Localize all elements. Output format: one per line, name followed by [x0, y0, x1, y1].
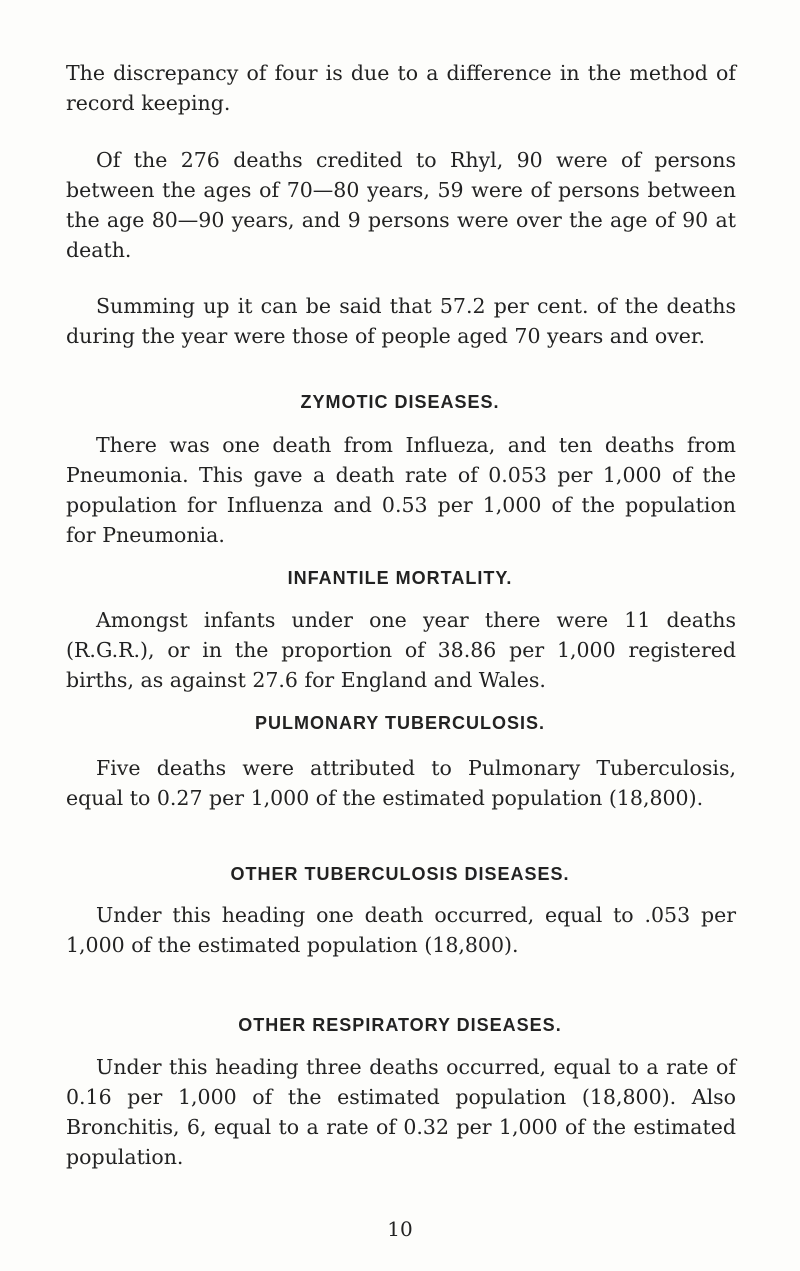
heading-other-tuberculosis: OTHER TUBERCULOSIS DISEASES. [230, 864, 570, 884]
heading-pulmonary-tuberculosis: PULMONARY TUBERCULOSIS. [254, 713, 545, 733]
paragraph-other-respiratory: Under this heading three deaths occurred, equal to a rate of 0.16 per 1,000 of the estimated population (18,800). Also Bronchitis, 6, equal to a rate of 0.32 per 1,000 of the estimated population. [66, 1055, 736, 1169]
paragraph-summary: Summing up it can be said that 57.2 per cent. of the deaths during the year were those of people aged 70 years and over. [66, 294, 736, 348]
heading-other-respiratory: OTHER RESPIRATORY DISEASES. [238, 1015, 562, 1035]
paragraph-infantile-mortality: Amongst infants under one year there were 11 deaths (R.G.R.), or in the proportion of 38.86 per 1,000 registered births, as against 27.6 for England and Wales. [66, 608, 736, 692]
paragraph-pulmonary-tuberculosis: Five deaths were attributed to Pulmonary Tuberculosis, equal to 0.27 per 1,000 of the estimated population (18,800). [66, 756, 736, 810]
page-number: 10 [387, 1217, 413, 1241]
paragraph-other-tuberculosis: Under this heading one death occurred, equal to .053 per 1,000 of the estimated population (18,800). [66, 903, 736, 957]
paragraph-record-keeping: The discrepancy of four is due to a difference in the method of record keeping. [66, 61, 736, 115]
heading-zymotic-diseases: ZYMOTIC DISEASES. [300, 392, 500, 412]
paragraph-deaths-by-age: Of the 276 deaths credited to Rhyl, 90 were of persons between the ages of 70—80 years, 59 were of persons between the age 80—90 years, and 9 persons were over the age of 90 at death. [66, 148, 736, 262]
paragraph-zymotic-diseases: There was one death from Influeza, and ten deaths from Pneumonia. This gave a death rate of 0.053 per 1,000 of the population for Influenza and 0.53 per 1,000 of the population for Pneumonia. [66, 433, 736, 547]
heading-infantile-mortality: INFANTILE MORTALITY. [287, 568, 513, 588]
